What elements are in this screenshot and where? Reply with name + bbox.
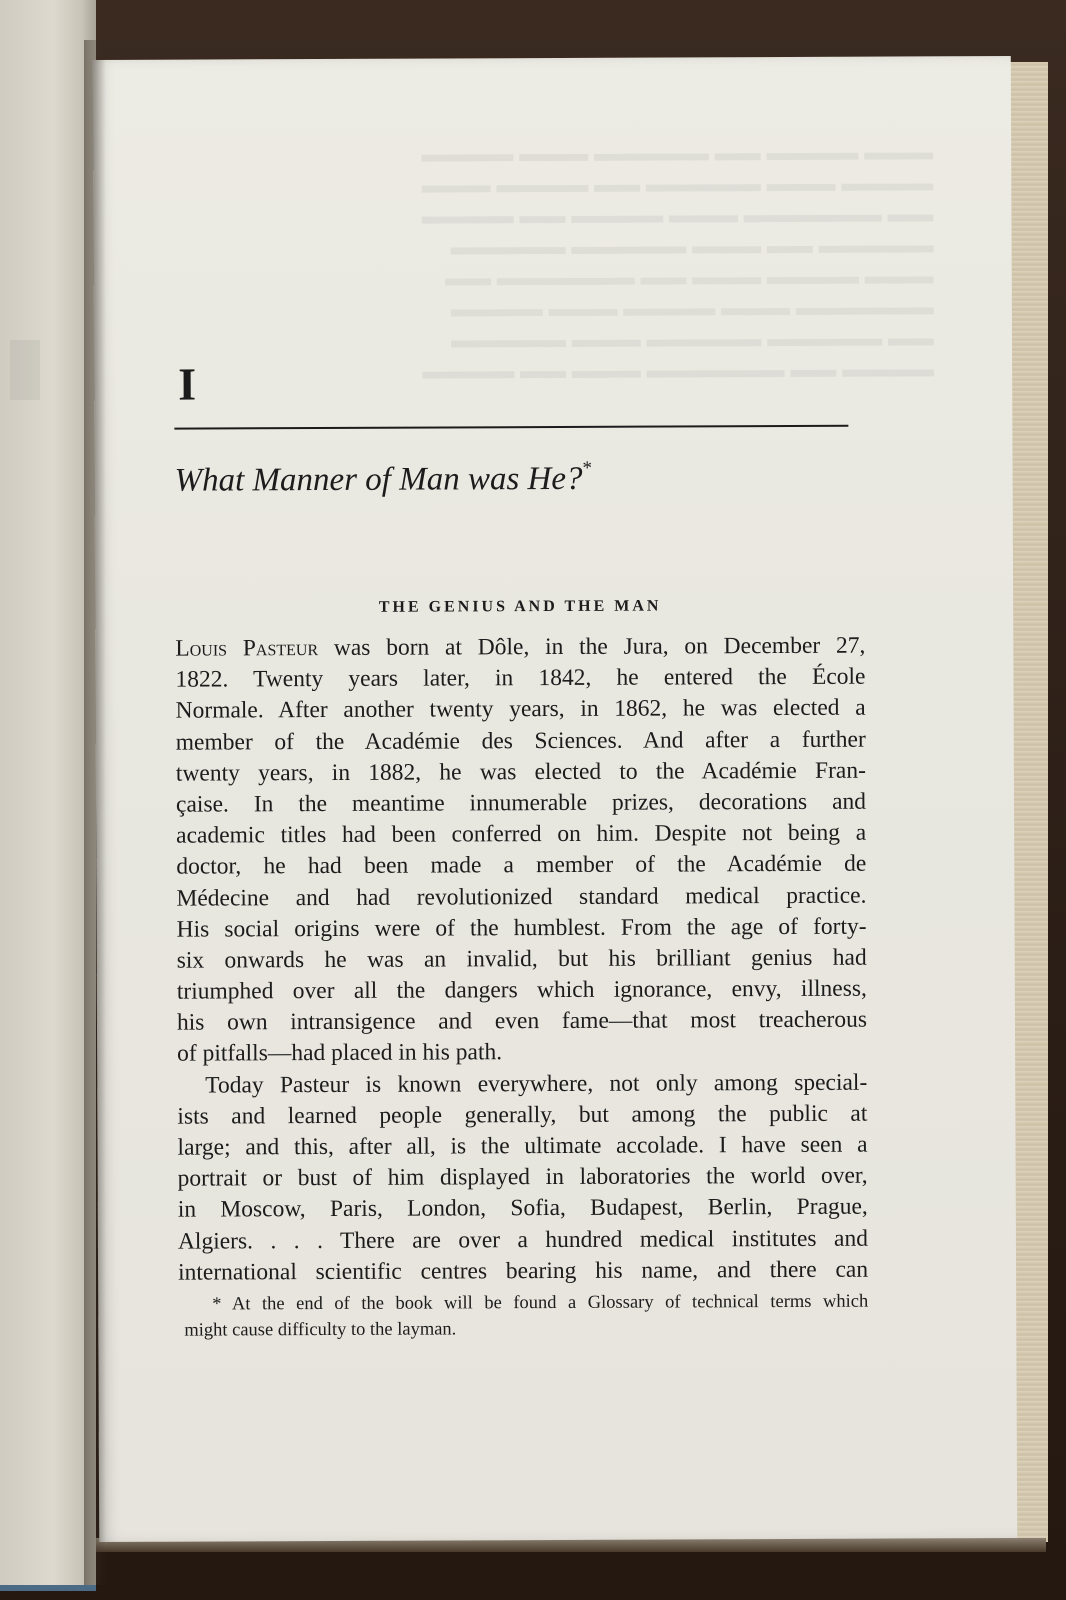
text-line: six onwards he was an invalid, but his brilliant genius had bbox=[176, 944, 867, 974]
text-line: His social origins were of the humblest. From the age of forty- bbox=[176, 913, 867, 943]
chapter-title-text: What Manner of Man was He? bbox=[174, 460, 583, 499]
lead-name: Louis Pasteur bbox=[175, 635, 319, 662]
left-page bbox=[0, 0, 96, 1591]
text-line: ists and learned people generally, but among the public at bbox=[177, 1100, 868, 1130]
text-line: Louis Pasteur was born at Dôle, in the Jura, on December 27, bbox=[175, 632, 866, 662]
text-line: international scientific centres bearing his name, and there can bbox=[178, 1256, 869, 1286]
text-line: portrait or bust of him displayed in laboratories the world over, bbox=[177, 1162, 868, 1192]
footnote-marker: * bbox=[582, 457, 592, 479]
text-line: large; and this, after all, is the ultimate accolade. I have seen a bbox=[177, 1131, 868, 1161]
text-line: his own intransigence and even fame—that most treacherous bbox=[176, 1006, 868, 1036]
text-line: member of the Académie des Sciences. And after a further bbox=[175, 726, 866, 756]
text-line: academic titles had been conferred on him. Despite not being a bbox=[176, 819, 867, 849]
text-line: Today Pasteur is known everywhere, not only among special- bbox=[205, 1069, 868, 1099]
gutter-shadow bbox=[84, 40, 106, 1585]
paragraph-2 bbox=[177, 1067, 868, 1288]
text-line: çaise. In the meantime innumerable prizes, decorations and bbox=[175, 788, 867, 818]
text-line: doctor, he had been made a member of the Académie de bbox=[176, 850, 867, 880]
text-line: 1822. Twenty years later, in 1842, he entered the École bbox=[175, 663, 866, 693]
chapter-number: I bbox=[178, 358, 198, 410]
book-page bbox=[93, 56, 1017, 1542]
text-line: in Moscow, Paris, London, Sofia, Budapest, Berlin, Prague, bbox=[177, 1194, 868, 1224]
text-line: of pitfalls—had placed in his path. bbox=[177, 1039, 503, 1068]
text-line: Algiers. . . . There are over a hundred medical institutes and bbox=[177, 1225, 868, 1255]
paragraph-1 bbox=[175, 631, 867, 1071]
page-content bbox=[173, 57, 869, 1341]
footnote-line: * At the end of the book will be found a Glossary of technical terms which bbox=[212, 1291, 869, 1315]
text-line: Médecine and had revolutionized standard medical practice. bbox=[176, 882, 867, 912]
text-line: Normale. After another twenty years, in 1862, he was elected a bbox=[175, 695, 866, 725]
footnote bbox=[184, 1289, 868, 1344]
chapter-rule bbox=[174, 425, 848, 430]
show-through-texture: ▬▬▬ ▬▬▬▬ ▬▬ ▬▬▬▬▬ ▬▬▬ ▬▬▬▬ ▬▬▬▬ ▬▬▬ ▬▬▬▬▬ ▬▬ ▬▬▬▬ ▬▬▬ ▬▬ ▬▬▬▬▬▬ ▬▬▬ ▬▬▬▬ ▬▬ ▬▬▬▬ ▬▬▬▬▬ ▬▬ ▬▬▬ ▬▬▬▬▬ ▬▬▬▬▬ ▬▬▬ ▬▬▬▬ ▬▬▬ ▬▬ ▬▬▬▬▬▬ ▬▬ ▬▬▬▬▬▬ ▬▬▬ ▬▬▬▬ ▬▬▬ ▬▬▬▬ ▬▬ ▬▬▬▬▬ ▬▬▬▬▬ ▬▬▬ ▬▬▬▬▬ ▬▬▬▬ ▬▬ ▬▬▬▬▬▬ ▬▬▬ ▬▬ ▬▬▬▬ bbox=[421, 139, 935, 384]
text-line: triumphed over all the dangers which ignorance, envy, illness, bbox=[176, 975, 867, 1005]
text-line: twenty years, in 1882, he was elected to the Académie Fran- bbox=[175, 757, 866, 787]
chapter-title bbox=[175, 458, 593, 500]
body-text bbox=[175, 631, 868, 1289]
section-heading: THE GENIUS AND THE MAN bbox=[378, 597, 662, 616]
footnote-line: might cause difficulty to the layman. bbox=[184, 1319, 457, 1341]
